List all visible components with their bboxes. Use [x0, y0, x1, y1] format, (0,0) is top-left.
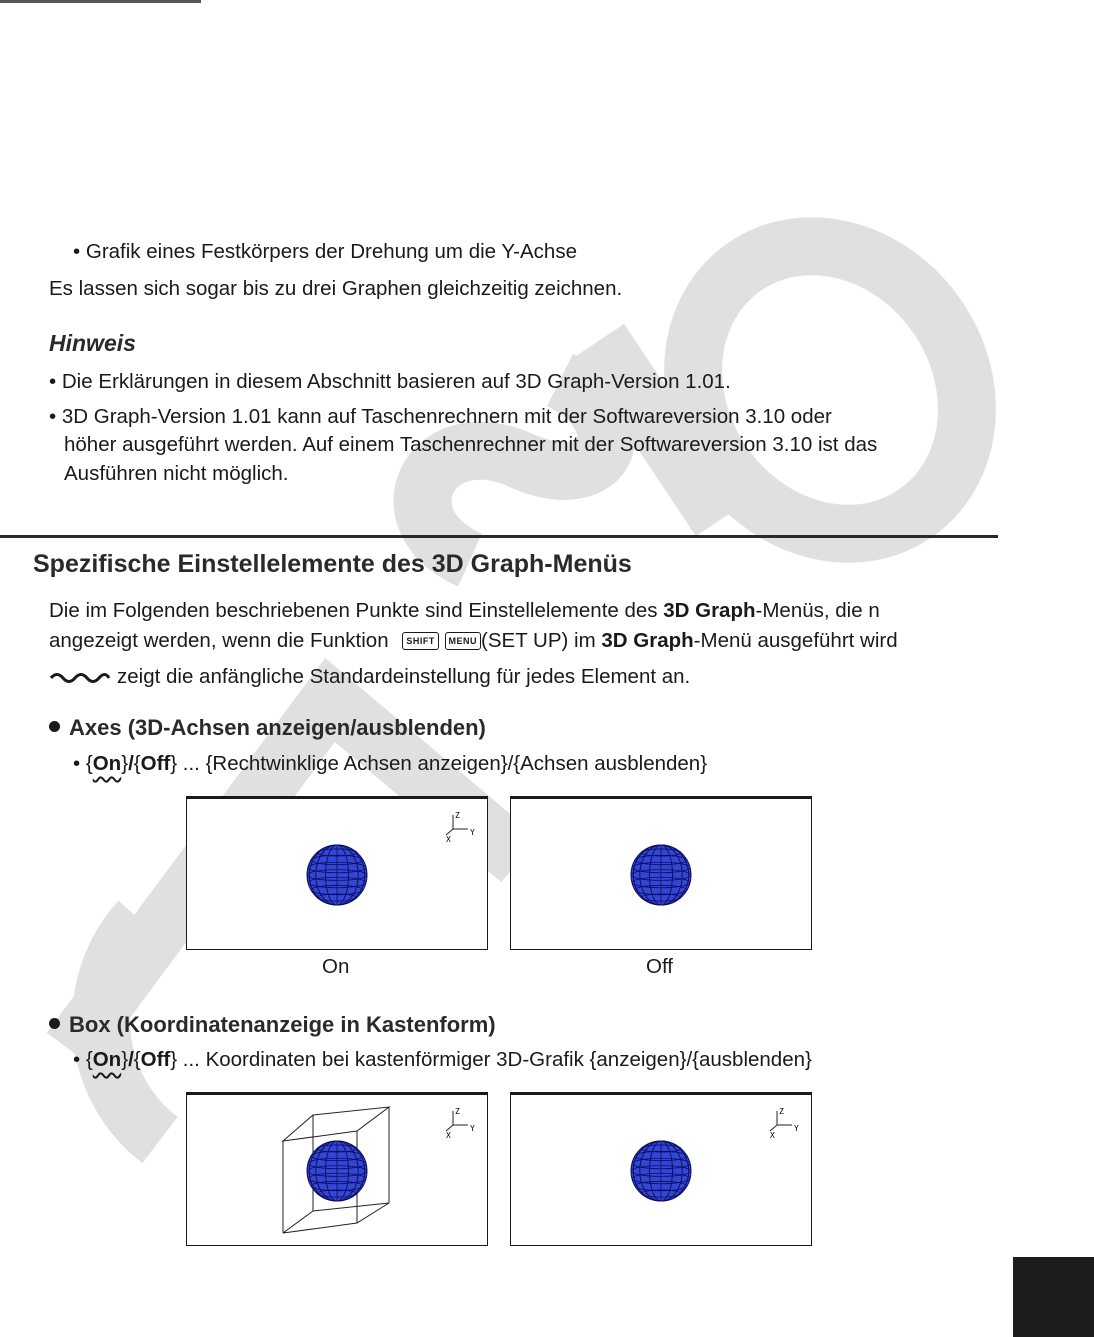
note-item-compat-2: höher ausgeführt werden. Auf einem Taschenrechner mit der Softwareversion 3.10 ist das [64, 433, 878, 456]
axes-on-screen [186, 796, 488, 950]
axes-off-screen [510, 796, 812, 950]
axis-z-label: Z [455, 1107, 460, 1116]
axis-indicator-icon [446, 811, 475, 844]
para1-text-b: -Menüs, die n [755, 599, 880, 622]
sphere-icon [631, 845, 691, 905]
para2-menu-name: 3D Graph [601, 629, 694, 652]
box-desc: ... Koordinaten bei kastenförmiger 3D-Grafik {anzeigen}/{ausblenden} [182, 1048, 812, 1071]
box-off-graph [511, 1093, 811, 1245]
axes-heading-text: Axes (3D-Achsen anzeigen/ausblenden) [69, 715, 486, 740]
box-on-graph [187, 1093, 487, 1245]
simultaneous-graphs-text: Es lassen sich sogar bis zu drei Graphen gleichzeitig zeichnen. [49, 277, 623, 300]
note-item-compat-1: • 3D Graph-Version 1.01 kann auf Taschenrechnern mit der Softwareversion 3.10 oder [49, 405, 832, 428]
axes-on-graph [187, 797, 487, 949]
sphere-icon [307, 1141, 367, 1201]
top-rule [0, 0, 201, 3]
bullet-solid-of-revolution: • Grafik eines Festkörpers der Drehung um die Y-Achse [73, 240, 577, 263]
caption-off: Off [646, 955, 673, 978]
axes-heading [49, 715, 486, 741]
box-option-off: Off [140, 1048, 171, 1071]
box-heading-text: Box (Koordinatenanzeige in Kastenform) [69, 1012, 496, 1037]
legend-text: zeigt die anfängliche Standardeinstellung für jedes Element an. [117, 665, 691, 688]
note-item-compat-3: Ausführen nicht möglich. [64, 462, 289, 485]
shift-key-icon: SHIFT [402, 632, 439, 650]
note-item-version: • Die Erklärungen in diesem Abschnitt basieren auf 3D Graph-Version 1.01. [49, 370, 731, 393]
section-paragraph-line-1 [49, 599, 880, 623]
caption-on: On [322, 955, 350, 978]
box-option-on: On [92, 1048, 122, 1071]
axis-y-label: Y [470, 828, 475, 837]
axis-x-label: X [770, 1131, 775, 1140]
para2-text-a: angezeigt werden, wenn die Funktion [49, 629, 389, 652]
para1-menu-name: 3D Graph [663, 599, 756, 622]
axis-x-label: X [446, 1131, 451, 1140]
axes-off-graph [511, 797, 811, 949]
axis-indicator-icon [770, 1107, 799, 1140]
axis-z-label: Z [779, 1107, 784, 1116]
box-off-screen [510, 1092, 812, 1246]
axes-option-on: On [92, 752, 122, 775]
bullet-icon [49, 721, 60, 732]
axes-option-off: Off [140, 752, 171, 775]
axis-y-label: Y [794, 1124, 799, 1133]
axis-indicator-icon [446, 1107, 475, 1140]
bullet-icon [49, 1018, 60, 1029]
menu-key-icon: MENU [445, 632, 482, 650]
box-options: • {On}/{Off} ... Koordinaten bei kastenförmiger 3D-Grafik {anzeigen}/{ausblenden} [73, 1048, 812, 1071]
sphere-icon [631, 1141, 691, 1201]
default-legend [49, 665, 690, 689]
note-heading: Hinweis [49, 330, 136, 356]
section-title: Spezifische Einstellelemente des 3D Graph-Menüs [33, 550, 632, 578]
para2-text-b: (SET UP) im [481, 629, 602, 652]
para2-text-c: -Menü ausgeführt wird [693, 629, 898, 652]
wavy-default-marker-icon [49, 669, 111, 683]
box-on-screen [186, 1092, 488, 1246]
axes-desc: ... {Rechtwinklige Achsen anzeigen}/{Achsen ausblenden} [182, 752, 708, 775]
page-tab-marker [1013, 1257, 1094, 1337]
section-paragraph-line-2 [49, 629, 898, 653]
box-heading [49, 1012, 496, 1038]
axis-x-label: X [446, 835, 451, 844]
axes-options: • {On}/{Off} ... {Rechtwinklige Achsen anzeigen}/{Achsen ausblenden} [73, 752, 708, 775]
section-divider [0, 535, 998, 538]
sphere-icon [307, 845, 367, 905]
axis-y-label: Y [470, 1124, 475, 1133]
axis-z-label: Z [455, 811, 460, 820]
para1-text-a: Die im Folgenden beschriebenen Punkte sind Einstellelemente des [49, 599, 664, 622]
